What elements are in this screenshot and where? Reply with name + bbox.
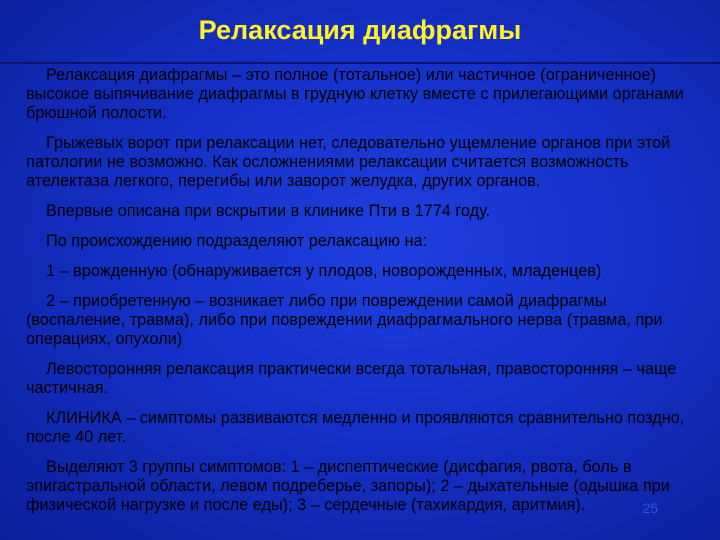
paragraph-complications: Грыжевых ворот при релаксации нет, следовательно ущемление органов при этой патологии не возможно. Как осложнениями релаксации считается возможность ателектаза легкого, перегибы или заворот желудка, других органов. <box>26 134 671 190</box>
title-bar <box>0 0 720 64</box>
slide-title: Релаксация диафрагмы <box>198 14 522 45</box>
paragraph-clinic: КЛИНИКА – симптомы развиваются медленно и проявляются сравнительно поздно, после 40 лет. <box>26 409 685 446</box>
paragraph-classification: По происхождению подразделяют релаксацию на: <box>46 232 428 250</box>
page-number: 25 <box>642 500 658 516</box>
paragraph-symptoms: Выделяют 3 группы симптомов: 1 – диспептические (дисфагия, рвота, боль в эпигастральной области, левом подреберье, запоры); 2 – дыхательные (одышка при физической нагрузке и после еды); 3 – сердечные (тахикардия, аритмия). <box>26 458 670 514</box>
paragraph-acquired: 2 – приобретенную – возникает либо при повреждении самой диафрагмы (воспаление, травма), либо при повреждении диафрагмального нерва (травма, при операциях, опухоли) <box>26 292 663 348</box>
paragraph-congenital: 1 – врожденную (обнаруживается у плодов, новорожденных, младенцев) <box>46 262 602 280</box>
paragraph-laterality: Левосторонняя релаксация практически всегда тотальная, правосторонняя – чаще частичная. <box>26 360 677 397</box>
slide-body <box>26 66 710 526</box>
paragraph-definition: Релаксация диафрагмы – это полное (тотальное) или частичное (ограниченное) высокое выпячивание диафрагмы в грудную клетку вместе с прилегающими органами брюшной полости. <box>26 66 684 122</box>
paragraph-history: Впервые описана при вскрытии в клинике Пти в 1774 году. <box>46 202 491 220</box>
